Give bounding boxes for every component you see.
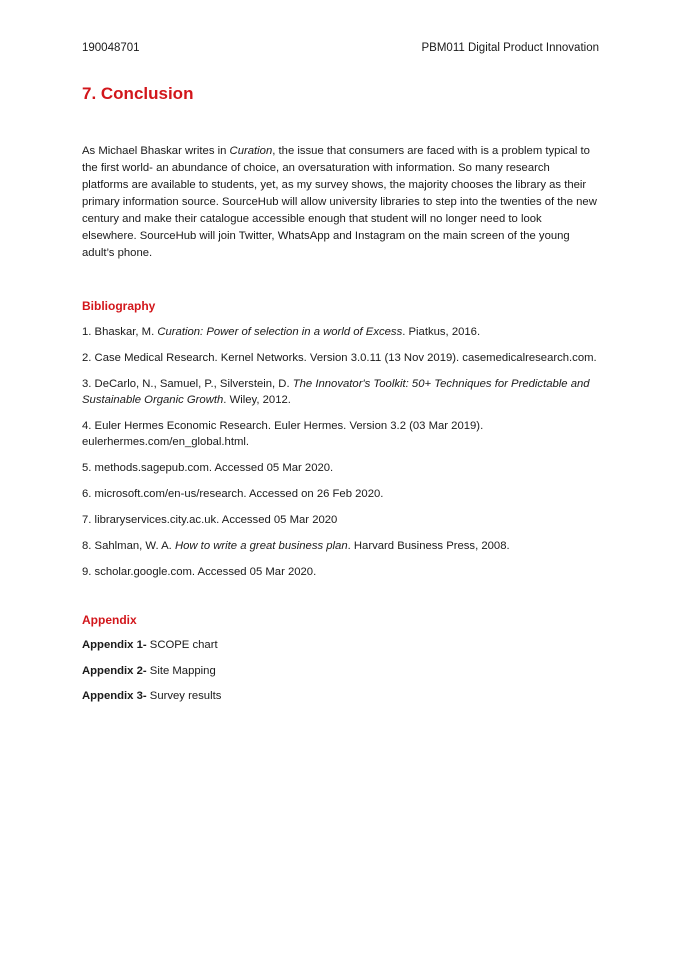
entry-title: How to write a great business plan	[174, 540, 348, 552]
page-header	[82, 41, 599, 55]
entry-title: The Innovator's Toolkit: 50+ Techniques for Predictable and Sustainable Organic Growth	[82, 378, 590, 406]
bibliography-entry	[82, 324, 599, 340]
bibliography-entry	[82, 460, 599, 476]
entry-text: 3. DeCarlo, N., Samuel, P., Silverstein, D.	[82, 378, 293, 390]
entry-publisher: . Wiley, 2012.	[223, 394, 291, 406]
intro-before: As Michael Bhaskar writes in	[82, 145, 230, 157]
entry-text: 4. Euler Hermes Economic Research. Euler Hermes. Version 3.2 (03 Mar 2019). eulerhermes.com/en_global.html.	[82, 420, 484, 448]
conclusion-paragraph	[82, 143, 599, 262]
header-student-id: 190048701	[82, 42, 140, 54]
bibliography-entry	[82, 486, 599, 502]
appendix-entry	[82, 637, 599, 653]
appendix-heading: Appendix	[82, 613, 137, 627]
entry-text: 1. Bhaskar, M.	[82, 326, 158, 338]
appendix-label: Appendix 1-	[82, 639, 147, 651]
intro-after: , the issue that consumers are faced with is a problem typical to the first world- an abundance of choice, an oversaturation with information. So many research platforms are available to students, yet, as my survey shows, the majority chooses the library as their primary information source. SourceHub will allow university libraries to step into the twenties of the new century and make their catalogue accessible enough that student will no longer need to look elsewhere. SourceHub will join Twitter, WhatsApp and Instagram on the main screen of the young adult’s phone.	[82, 145, 597, 259]
bibliography-entry	[82, 512, 599, 528]
header-course: PBM011 Digital Product Innovation	[421, 42, 599, 54]
appendix-list	[82, 637, 599, 704]
bibliography-heading: Bibliography	[82, 299, 156, 313]
appendix-text: Site Mapping	[146, 664, 216, 677]
entry-text: 2. Case Medical Research. Kernel Networks. Version 3.0.11 (13 Nov 2019). casemedicalresearch.com.	[82, 352, 597, 364]
section-title: 7. Conclusion	[82, 84, 194, 103]
document-page	[82, 41, 599, 714]
entry-text: 6. microsoft.com/en-us/research. Accessed on 26 Feb 2020.	[82, 488, 384, 500]
bibliography-entry	[82, 376, 599, 408]
bibliography-entry	[82, 538, 599, 554]
bibliography-list	[82, 324, 599, 580]
entry-title: Curation: Power of selection in a world of Excess	[157, 326, 403, 338]
appendix-entry	[82, 688, 599, 704]
entry-publisher: . Piatkus, 2016.	[402, 326, 481, 338]
entry-text: 5. methods.sagepub.com. Accessed 05 Mar 2020.	[82, 462, 334, 474]
appendix-label: Appendix 3-	[82, 690, 147, 702]
intro-book-title: Curation	[229, 145, 273, 157]
appendix-text: Survey results	[146, 690, 222, 702]
appendix-label: Appendix 2-	[82, 664, 147, 677]
bibliography-entry	[82, 418, 599, 450]
bibliography-entry	[82, 350, 599, 366]
entry-publisher: . Harvard Business Press, 2008.	[347, 540, 510, 552]
entry-text: 8. Sahlman, W. A.	[82, 540, 175, 552]
appendix-text: SCOPE chart	[146, 639, 218, 651]
entry-text: 7. libraryservices.city.ac.uk. Accessed 05 Mar 2020	[82, 514, 338, 526]
bibliography-entry	[82, 564, 599, 580]
appendix-entry	[82, 663, 599, 679]
entry-text: 9. scholar.google.com. Accessed 05 Mar 2020.	[82, 566, 317, 578]
